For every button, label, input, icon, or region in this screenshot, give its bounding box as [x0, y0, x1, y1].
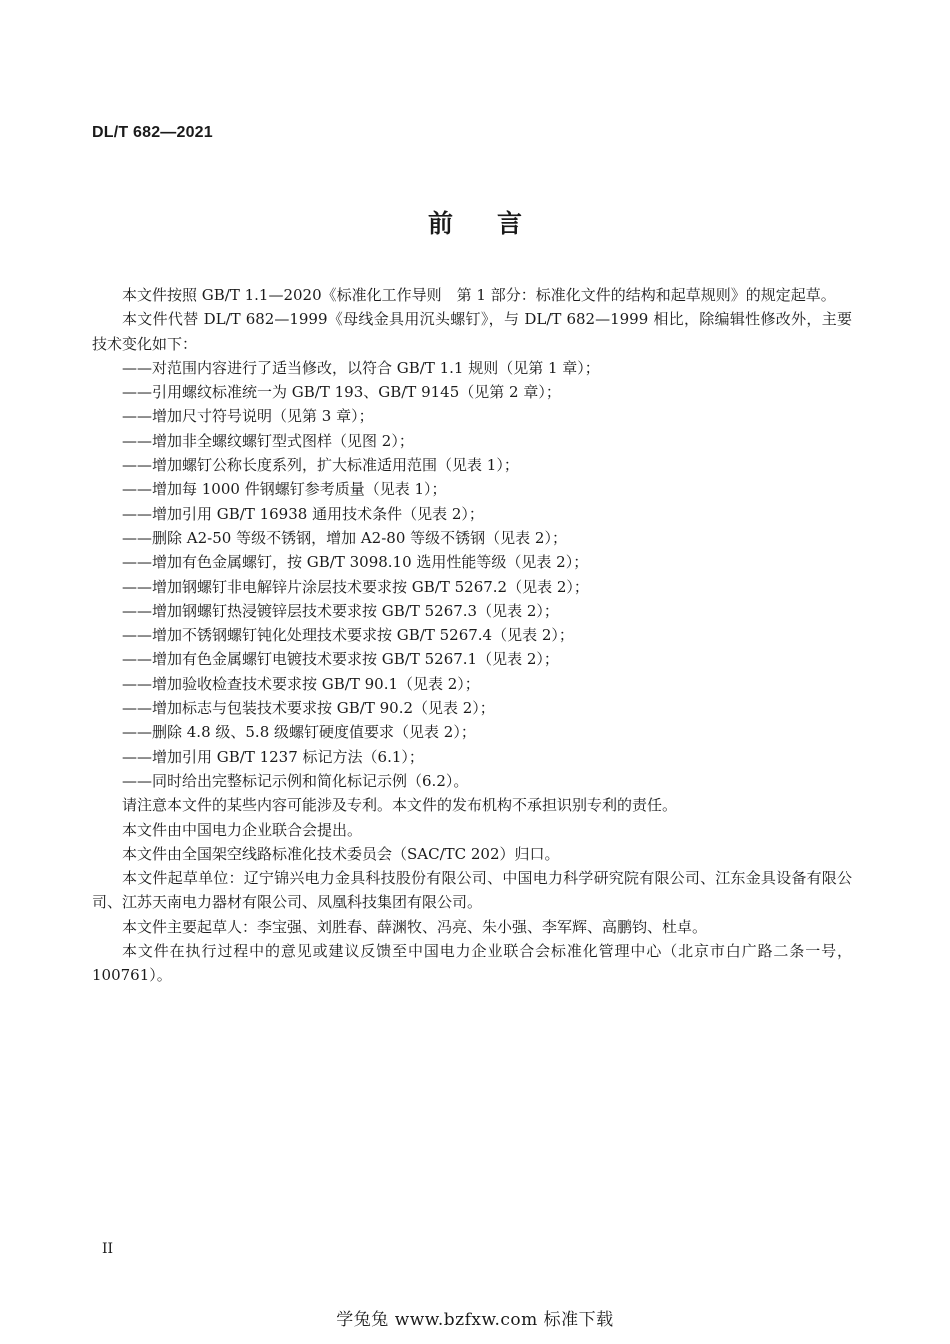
feedback-statement: 本文件在执行过程中的意见或建议反馈至中国电力企业联合会标准化管理中心（北京市白广路二条一号，100761）。	[92, 942, 852, 985]
list-item: ——增加有色金属螺钉，按 GB/T 3098.10 选用性能等级（见表 2）；	[122, 553, 589, 572]
patent-note: 请注意本文件的某些内容可能涉及专利。本文件的发布机构不承担识别专利的责任。	[122, 796, 678, 815]
centralizer-statement: 本文件由全国架空线路标准化技术委员会（SAC/TC 202）归口。	[122, 844, 560, 863]
replacement-paragraph: 本文件代替 DL/T 682—1999《母线金具用沉头螺钉》，与 DL/T 682—1999 相比，除编辑性修改外，主要技术变化如下：	[92, 310, 852, 353]
list-item: ——对范围内容进行了适当修改，以符合 GB/T 1.1 规则（见第 1 章）；	[122, 358, 600, 377]
list-item: ——增加螺钉公称长度系列，扩大标准适用范围（见表 1）；	[122, 456, 519, 475]
drafting-basis-paragraph: 本文件按照 GB/T 1.1—2020《标准化工作导则 第 1 部分：标准化文件的结构和起草规则》的规定起草。	[122, 286, 836, 304]
list-item: ——删除 4.8 级、5.8 级螺钉硬度值要求（见表 2）；	[122, 723, 476, 742]
page-title: 前言	[427, 209, 566, 238]
list-item: ——增加标志与包装技术要求按 GB/T 90.2（见表 2）；	[122, 699, 495, 718]
list-item: ——增加钢螺钉非电解锌片涂层技术要求按 GB/T 5267.2（见表 2）；	[122, 577, 589, 596]
list-item: ——增加不锈钢螺钉钝化处理技术要求按 GB/T 5267.4（见表 2）；	[122, 626, 574, 645]
list-item: ——删除 A2-50 等级不锈钢，增加 A2-80 等级不锈钢（见表 2）；	[122, 528, 567, 547]
foreword-body	[92, 283, 852, 988]
list-item: ——增加每 1000 件钢螺钉参考质量（见表 1）；	[122, 480, 447, 499]
list-item: ——增加验收检查技术要求按 GB/T 90.1（见表 2）；	[122, 674, 480, 693]
list-item: ——同时给出完整标记示例和简化标记示例（6.2）。	[122, 771, 469, 790]
drafting-units: 本文件起草单位：辽宁锦兴电力金具科技股份有限公司、中国电力科学研究院有限公司、江东金具设备有限公司、江苏天南电力器材有限公司、凤凰科技集团有限公司。	[92, 869, 852, 912]
list-item: ——增加引用 GB/T 1237 标记方法（6.1）；	[122, 747, 424, 766]
list-item: ——增加引用 GB/T 16938 通用技术条件（见表 2）；	[122, 504, 484, 523]
list-item: ——增加有色金属螺钉电镀技术要求按 GB/T 5267.1（见表 2）；	[122, 650, 559, 669]
download-watermark: 学兔兔 www.bzfxw.com 标准下载	[336, 1310, 614, 1330]
list-item: ——增加非全螺纹螺钉型式图样（见图 2）；	[122, 431, 414, 450]
list-item: ——引用螺纹标准统一为 GB/T 193、GB/T 9145（见第 2 章）；	[122, 383, 561, 402]
main-drafters: 本文件主要起草人：李宝强、刘胜春、薛渊牧、冯亮、朱小强、李军辉、高鹏钧、杜卓。	[122, 917, 708, 936]
page-number: II	[102, 1241, 114, 1257]
proposer-statement: 本文件由中国电力企业联合会提出。	[122, 820, 363, 839]
technical-changes-list	[92, 356, 852, 793]
list-item: ——增加钢螺钉热浸镀锌层技术要求按 GB/T 5267.3（见表 2）；	[122, 601, 559, 620]
list-item: ——增加尺寸符号说明（见第 3 章）；	[122, 407, 374, 426]
standard-code: DL/T 682—2021	[92, 124, 213, 141]
